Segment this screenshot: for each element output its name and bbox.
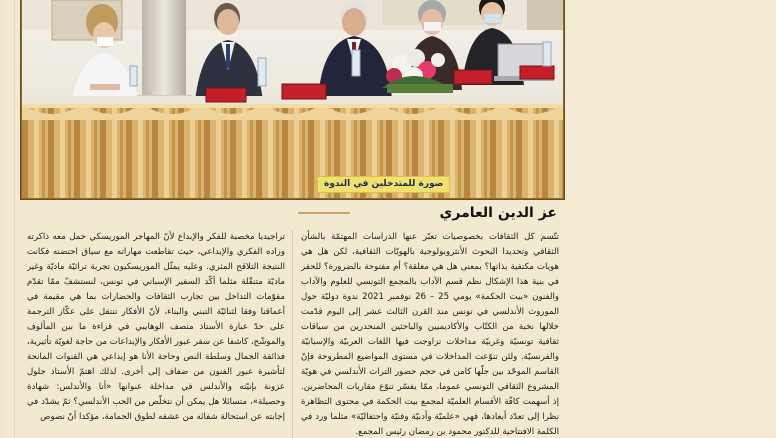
- article-column-right: [301, 230, 559, 438]
- column-divider: [292, 230, 293, 438]
- author-divider: [298, 212, 350, 214]
- article-author: عز الدين العامري: [439, 205, 557, 221]
- article-photo: [20, 0, 565, 200]
- conference-photo-illustration: [22, 0, 563, 198]
- page-margin: [0, 0, 15, 438]
- photo-caption: صورة للمتدخلين في الندوة: [317, 176, 450, 193]
- page-blank-area: [566, 0, 776, 438]
- article-column-left: [27, 230, 285, 438]
- article-paragraph-right: تتّسم كل الثقافات بخصوصيات تعبّر عنها الدراسات المهتمّة بالشأن الثقافي وتحديدا البحوث الأنثروبولوجية بالهويّات الثقافية، لكن هل هي هويات مكتفية بذاتها؟ بمعنى هل هي مغلقة؟ أم مفتوحة بالضرورة؟ للحفر في بنية هذا الإشكال نظم قسم الآداب بالمجمع التونسي للعلوم والآداب والفنون «بيت الحكمة» يومي 25 – 26 نوفمبر 2021 ندوة دوليّة حول الموروث الأندلسي في تونس منذ القرن الثالث عشر إلى اليوم قدّمت خلالها نخبة من الكتّاب والأكاديميين والباحثين المنحدرين من سياقات ثقافية تونسيّة وغربيّة مداخلات تزاوجت فيها اللغات العربيّة والإسبانيّة والفرنسيّة. ولئن تنوّعت المداخلات في مستوى المواضيع المطروحة فإنّ القاسم الموحّد بين جلّها كامن في حجم حضور التراث الأندلسي في هويّة المشروع الثقافي التونسي عموما، ممّا يفسّر تنوّع مقاربات المحاضرين. إذ أسهمت كافّة الأقسام العلميّة لمجمع بيت الحكمة في محتوى التظاهرة نظرا إلى تعدّد أبعادها، فهي «علميّة وأدبيّة وفنيّة واحتفاليّة» مثلما ورد في الكلمة الافتتاحية للدكتور محمود بن رمضان رئيس المجمع.: [301, 232, 559, 437]
- article-paragraph-left: تراجيديا مخصبة للفكر والإبداع لأنّ المهاجر الموريسكي حمل معه ذاكرته وزاده الفكري والإبداعي، حيث تقاطعت مهاراته مع سياق احتضنه فكانت النتيجة التلاقح المثري. وعليه يمثّل الموريسكيون تجربة تراثيّة ماديّة وغير ماديّة متنقّلة مثلما أكّد السفير الإسباني في تونس، لنستشفّ ممّا تقدّم مقوّمات التداخل بين تجارب الثقافات والحضارات بما هي مقيمة في أعماقنا وفقا لثنائيّة التبني والبناء، لأنّ الأفكار تنتقل على عكّاز الترجمة على حدّ عبارة الأستاذ منصف الوهايبي في قراءة ما بين المألوف والموشّح، كاشفا عن سفر عبور الأفكار والإبداعات من حاجة لغويّة تأثيرية، فذائقة الجمال وسلطة النص وحاجة الأنا هو إبداعي هي القنوات المانحة لتأشيرة عبور الفنون من ضفاف إلى أخرى. لذلك اهتمّ الأستاذ جلول عزونة بإنيّته والأندلس في مداخلة عنوانها «أنا والأندلس: شهادة وحصيلة»، متسائلا هل يمكن أن نتخلّص من الحب الأندلسي؟ ثمّ يشدّد في إجابته عن استحالة شفائه من عشقه لطوق الحمامة، مؤكدا أنّ نصوص: [27, 232, 285, 422]
